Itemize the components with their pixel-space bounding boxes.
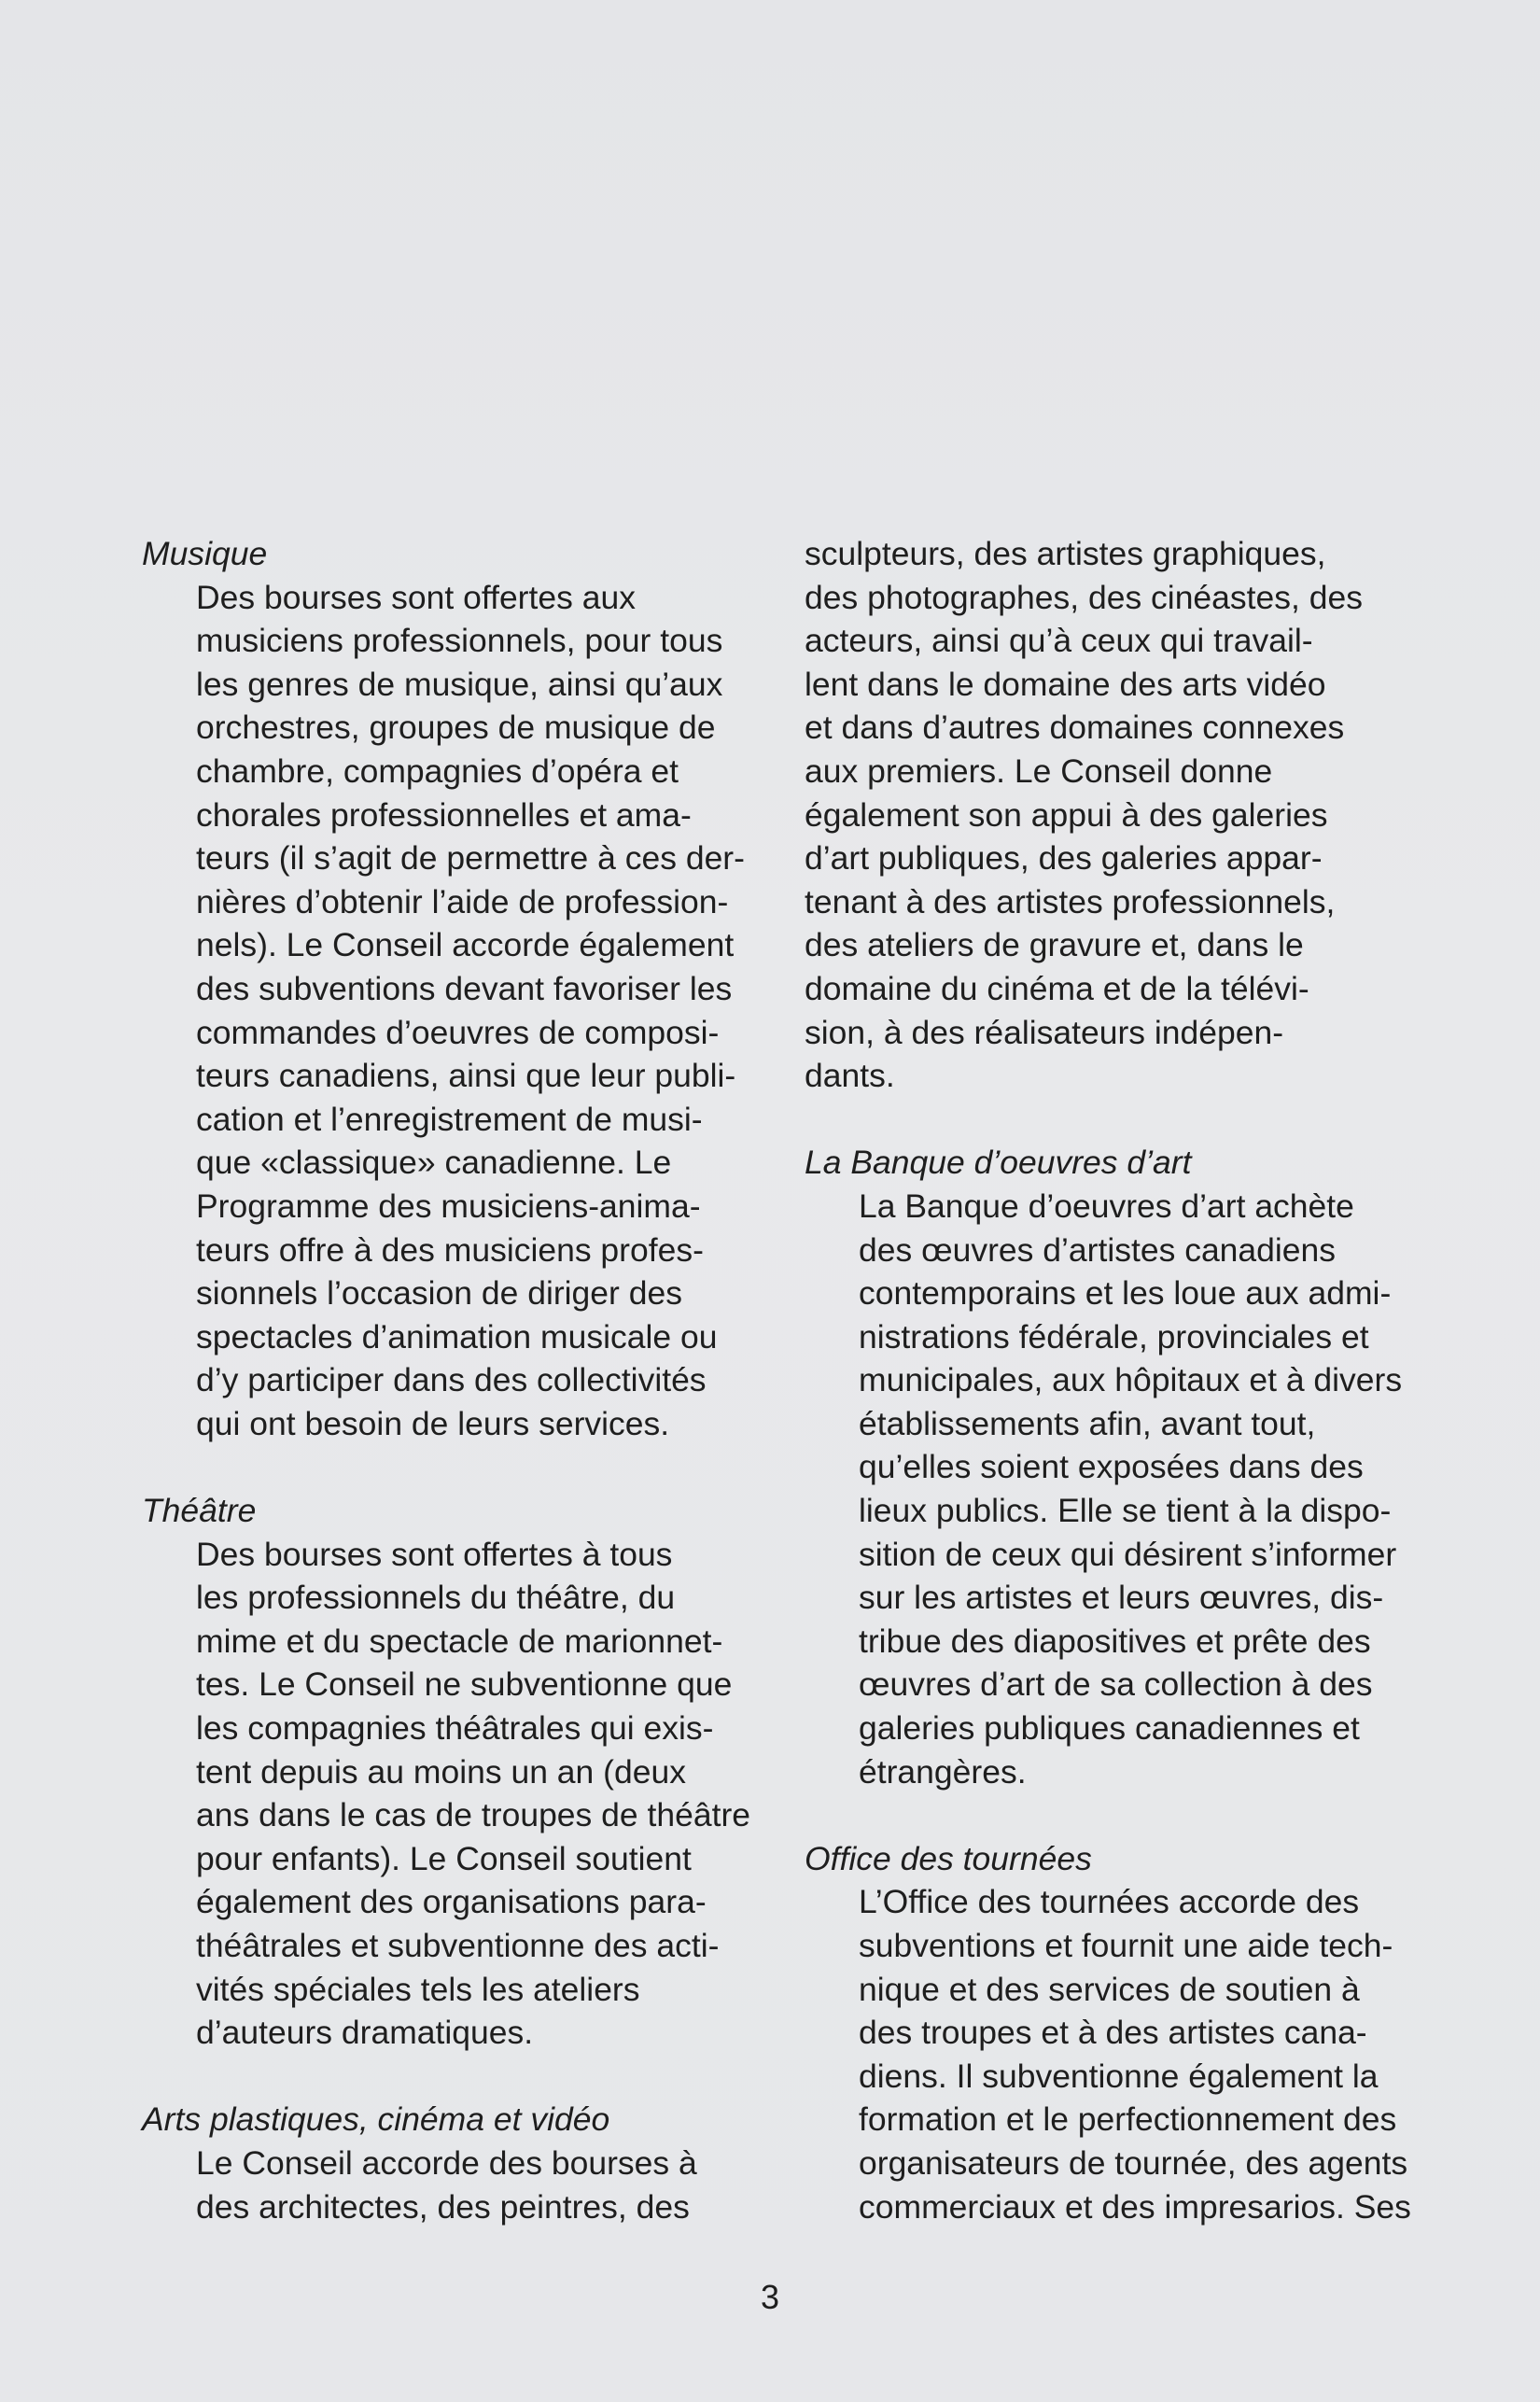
text-line: d’art publiques, des galeries appar- xyxy=(805,839,1323,878)
text-line: subventions et fournit une aide tech- xyxy=(859,1927,1393,1964)
text-line: des subventions devant favoriser les xyxy=(196,969,733,1007)
paragraph xyxy=(805,1185,1439,1793)
text-line: également des organisations para- xyxy=(196,1883,707,1921)
text-line: galeries publiques canadiennes et xyxy=(859,1709,1360,1748)
text-line: teurs canadiens, ainsi que leur publi- xyxy=(196,1057,736,1095)
text-line: que «classique» canadienne. Le xyxy=(196,1144,672,1182)
text-line: vités spéciales tels les ateliers xyxy=(196,1970,640,2008)
text-line: sionnels l’occasion de diriger des xyxy=(196,1274,682,1313)
text-line: des photographes, des cinéastes, des xyxy=(805,578,1363,616)
text-line: nières d’obtenir l’aide de profession- xyxy=(196,882,729,920)
paragraph xyxy=(142,2142,777,2228)
section-heading: Musique xyxy=(142,535,268,572)
text-line: théâtrales et subventionne des acti- xyxy=(196,1927,720,1964)
section-theatre xyxy=(142,1489,777,2055)
text-line: municipales, aux hôpitaux et à divers xyxy=(859,1361,1403,1399)
paragraph xyxy=(805,532,1439,1098)
text-line: qui ont besoin de leurs services. xyxy=(196,1404,670,1442)
text-line: L’Office des tournées accorde des xyxy=(859,1883,1360,1921)
text-line: également son appui à des galeries xyxy=(805,795,1328,834)
section-heading: Office des tournées xyxy=(805,1839,1092,1877)
text-line: tes. Le Conseil ne subventionne que xyxy=(196,1665,733,1704)
left-column xyxy=(142,532,777,2228)
section-office-tournees xyxy=(805,1837,1439,2228)
text-line: lieux publics. Elle se tient à la dispo- xyxy=(859,1492,1392,1530)
paragraph xyxy=(142,1533,777,2055)
text-line: chambre, compagnies d’opéra et xyxy=(196,752,679,790)
section-heading: Théâtre xyxy=(142,1492,257,1530)
text-line: sculpteurs, des artistes graphiques, xyxy=(805,535,1326,572)
text-line: aux premiers. Le Conseil donne xyxy=(805,752,1273,790)
text-line: commandes d’oeuvres de composi- xyxy=(196,1013,720,1051)
text-line: les compagnies théâtrales qui exis- xyxy=(196,1709,714,1748)
section-heading: Arts plastiques, cinéma et vidéo xyxy=(142,2100,610,2139)
text-line: dants. xyxy=(805,1057,895,1095)
text-line: musiciens professionnels, pour tous xyxy=(196,622,723,660)
section-heading: La Banque d’oeuvres d’art xyxy=(805,1144,1192,1182)
text-line: spectacles d’animation musicale ou xyxy=(196,1317,718,1356)
text-line: qu’elles soient exposées dans des xyxy=(859,1448,1364,1486)
text-line: Des bourses sont offertes à tous xyxy=(196,1535,673,1573)
section-musique xyxy=(142,532,777,1445)
text-line: acteurs, ainsi qu’à ceux qui travail- xyxy=(805,622,1313,660)
paragraph xyxy=(142,576,777,1446)
text-line: des architectes, des peintres, des xyxy=(196,2187,690,2226)
text-line: des troupes et à des artistes cana- xyxy=(859,2014,1367,2052)
page-number: 3 xyxy=(760,2278,780,2316)
text-line: des œuvres d’artistes canadiens xyxy=(859,1230,1337,1269)
text-line: nels). Le Conseil accorde également xyxy=(196,926,735,964)
text-line: établissements afin, avant tout, xyxy=(859,1404,1316,1442)
text-line: pour enfants). Le Conseil soutient xyxy=(196,1839,692,1877)
text-line: tenant à des artistes professionnels, xyxy=(805,882,1336,920)
text-line: Le Conseil accorde des bourses à xyxy=(196,2143,697,2182)
text-line: mime et du spectacle de marionnet- xyxy=(196,1622,723,1660)
text-line: teurs (il s’agit de permettre à ces der- xyxy=(196,839,745,878)
text-line: les genres de musique, ainsi qu’aux xyxy=(196,665,723,703)
text-line: et dans d’autres domaines connexes xyxy=(805,709,1345,747)
text-line: formation et le perfectionnement des xyxy=(859,2100,1397,2139)
text-line: sur les artistes et leurs œuvres, dis- xyxy=(859,1579,1384,1617)
text-line: domaine du cinéma et de la télévi- xyxy=(805,969,1309,1007)
text-line: d’y participer dans des collectivités xyxy=(196,1361,707,1399)
text-line: organisateurs de tournée, des agents xyxy=(859,2143,1408,2182)
text-line: Des bourses sont offertes aux xyxy=(196,578,636,616)
section-arts-plastiques xyxy=(142,2098,777,2228)
text-line: contemporains et les loue aux admi- xyxy=(859,1274,1392,1313)
text-line: chorales professionnelles et ama- xyxy=(196,795,692,834)
text-line: Programme des musiciens-anima- xyxy=(196,1187,701,1225)
right-column xyxy=(805,532,1439,2228)
text-line: les professionnels du théâtre, du xyxy=(196,1579,676,1617)
text-line: nique et des services de soutien à xyxy=(859,1970,1360,2008)
text-line: commerciaux et des impresarios. Ses xyxy=(859,2187,1411,2226)
text-line: tent depuis au moins un an (deux xyxy=(196,1752,686,1791)
text-line: sion, à des réalisateurs indépen- xyxy=(805,1013,1284,1051)
section-banque-oeuvres xyxy=(805,1141,1439,1793)
text-line: diens. Il subventionne également la xyxy=(859,2057,1379,2095)
text-line: étrangères. xyxy=(859,1752,1027,1791)
text-line: La Banque d’oeuvres d’art achète xyxy=(859,1187,1354,1225)
text-line: nistrations fédérale, provinciales et xyxy=(859,1317,1369,1356)
text-line: cation et l’enregistrement de musi- xyxy=(196,1100,703,1138)
paragraph xyxy=(805,1880,1439,2228)
text-line: sition de ceux qui désirent s’informer xyxy=(859,1535,1397,1573)
text-line: ans dans le cas de troupes de théâtre xyxy=(196,1796,751,1834)
text-line: des ateliers de gravure et, dans le xyxy=(805,926,1304,964)
text-line: orchestres, groupes de musique de xyxy=(196,709,716,747)
text-line: d’auteurs dramatiques. xyxy=(196,2014,534,2052)
section-arts-plastiques-continued xyxy=(805,532,1439,1098)
text-line: tribue des diapositives et prête des xyxy=(859,1622,1371,1660)
text-line: œuvres d’art de sa collection à des xyxy=(859,1665,1373,1704)
text-line: teurs offre à des musiciens profes- xyxy=(196,1230,704,1269)
text-line: lent dans le domaine des arts vidéo xyxy=(805,665,1326,703)
